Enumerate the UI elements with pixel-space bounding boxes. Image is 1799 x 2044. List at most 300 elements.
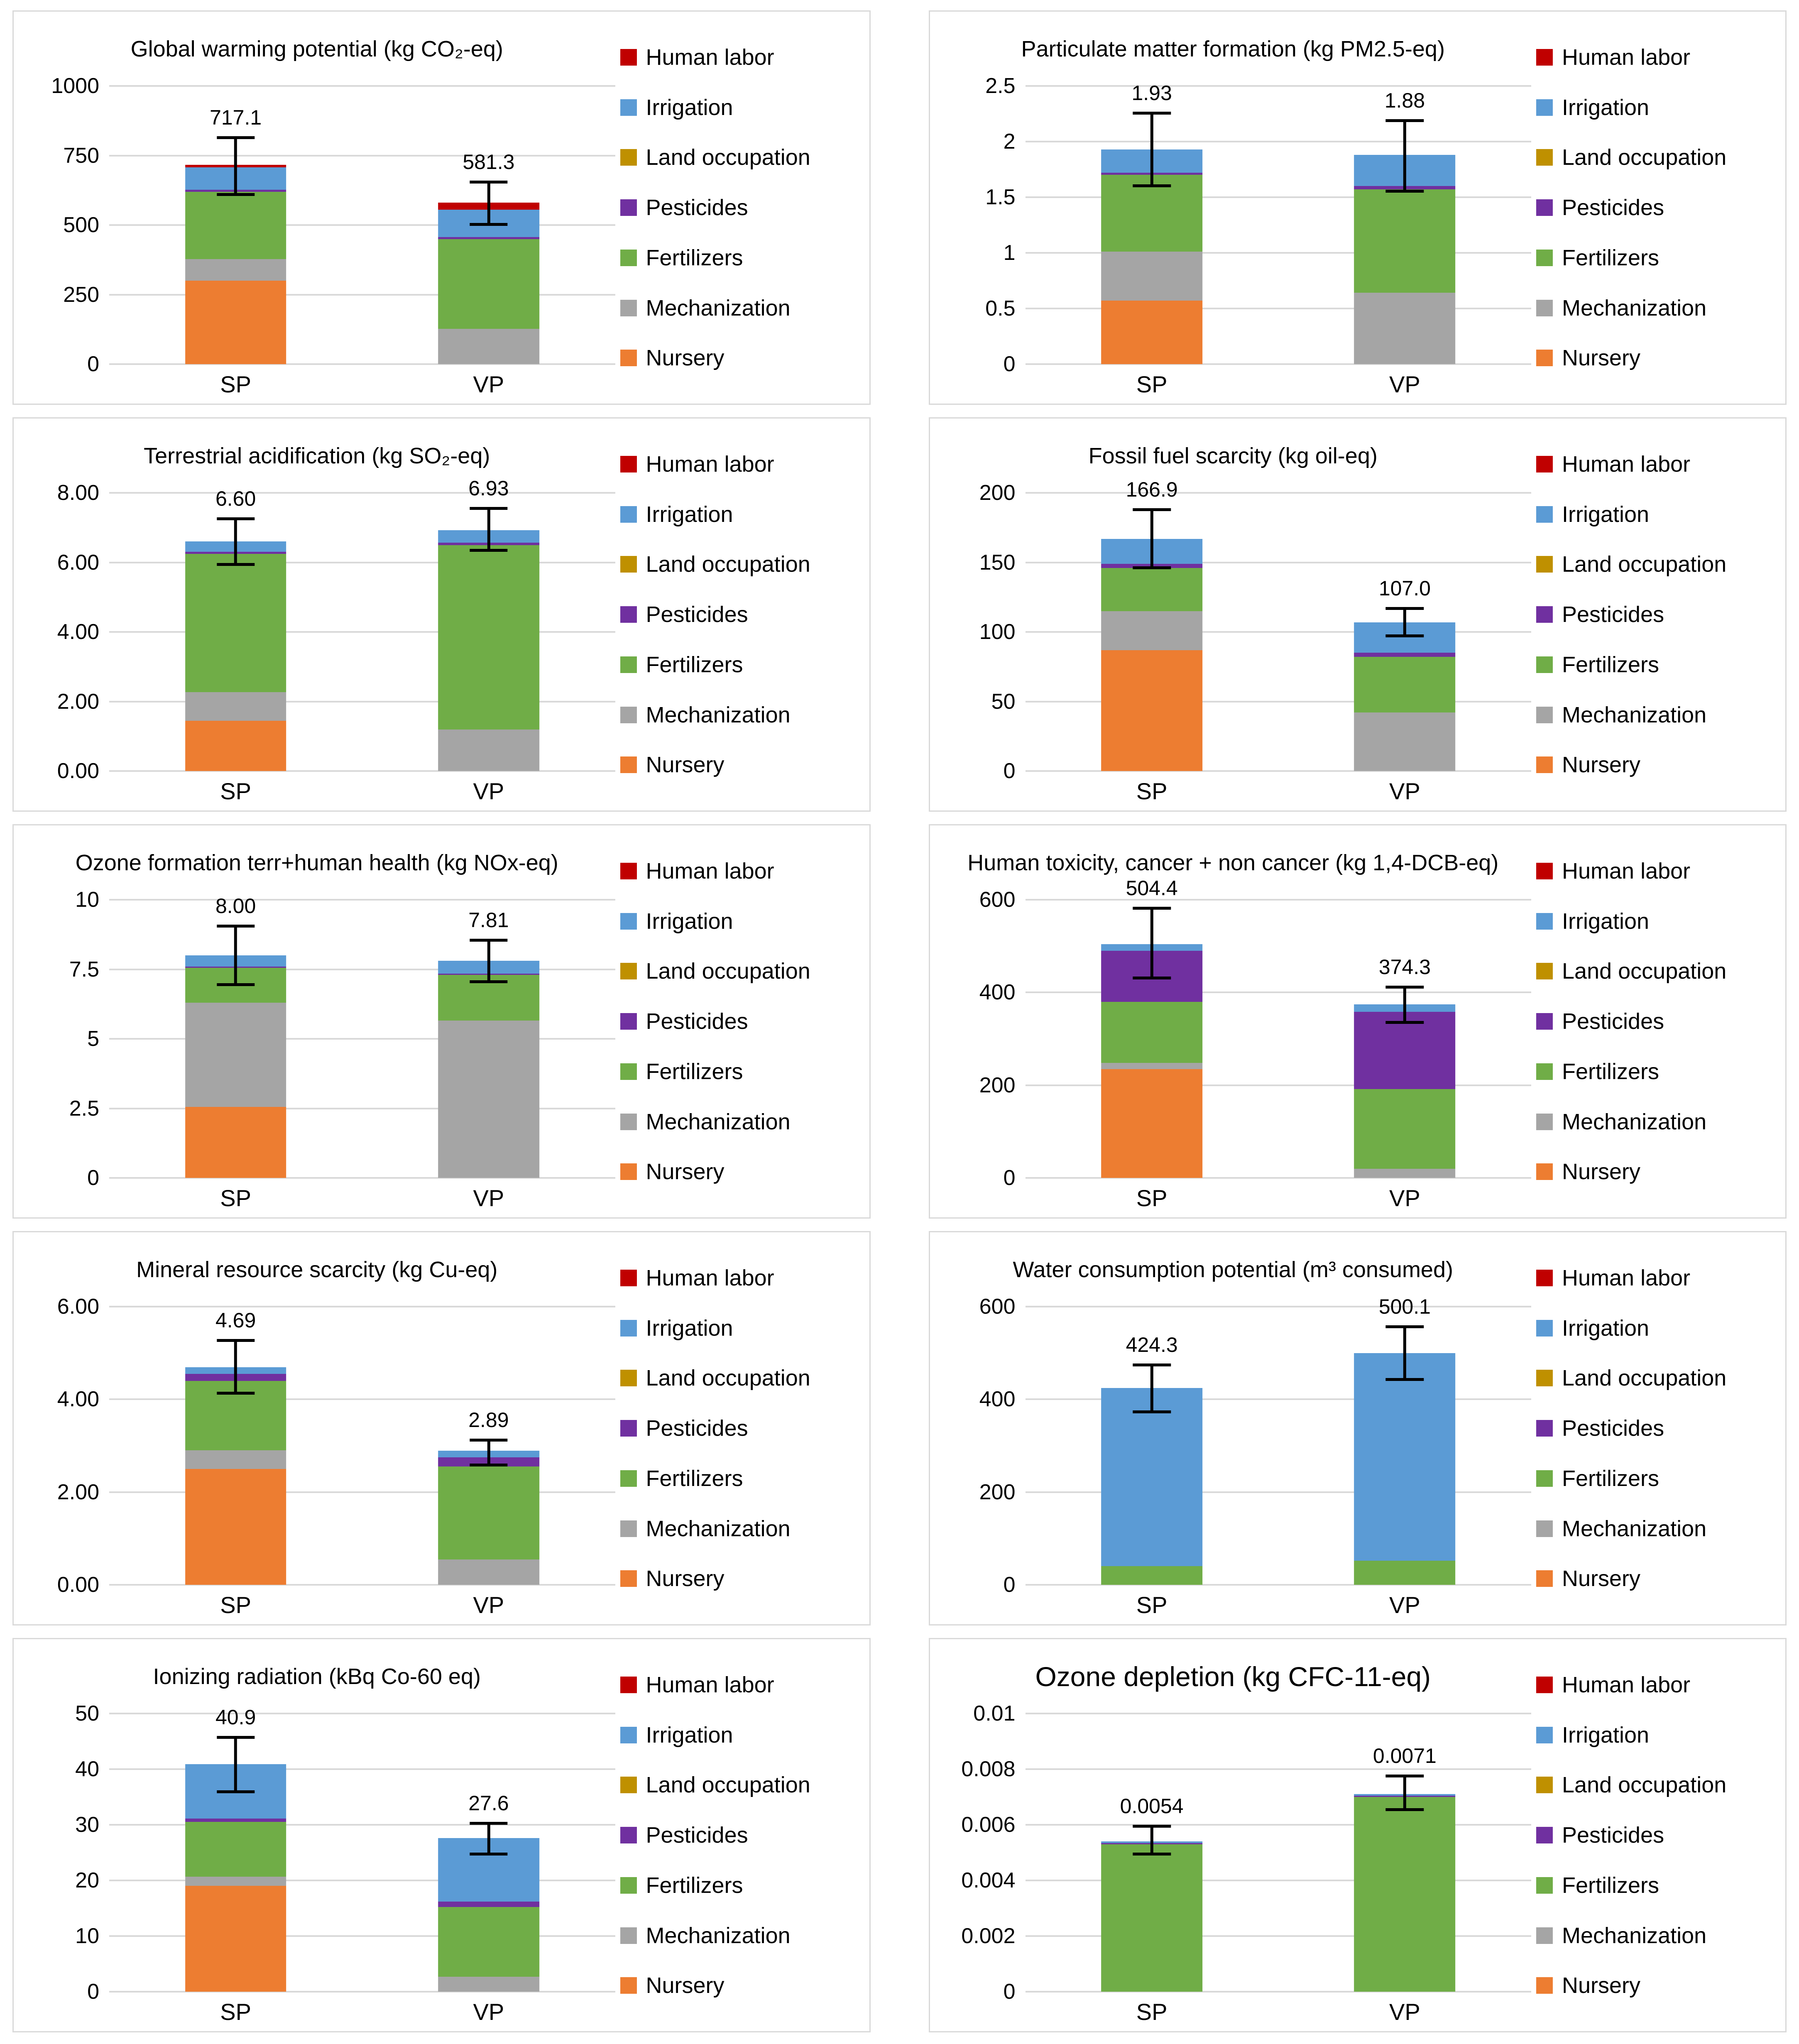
error-bar-cap-bottom [1133, 184, 1170, 187]
y-axis-tick-label: 8.00 [57, 481, 99, 505]
legend-swatch-pesticides [620, 1827, 637, 1843]
bar-total-label-sp: 8.00 [215, 894, 256, 918]
error-bar-sp [217, 136, 255, 196]
legend-item-nursery [1536, 752, 1785, 778]
error-bar-cap-bottom [217, 983, 255, 986]
legend-swatch-pesticides [620, 1420, 637, 1437]
legend [620, 12, 869, 404]
y-axis-tick-label: 100 [979, 620, 1016, 644]
bar-segment-mechanization-vp [438, 729, 539, 771]
legend-label: Mechanization [646, 1923, 791, 1948]
chart-title: Human toxicity, cancer + non cancer (kg 1,4-DCB-eq) [967, 850, 1499, 875]
bar-segment-pesticides-vp [1354, 653, 1456, 657]
legend-swatch-irrigation [1536, 1727, 1553, 1743]
y-axis [14, 74, 109, 376]
legend-label: Pesticides [646, 195, 748, 220]
legend-swatch-nursery [1536, 350, 1553, 366]
error-bar-cap-top [217, 1339, 255, 1342]
bar-segment-mechanization-sp [1101, 611, 1202, 650]
chart-title-area [930, 1639, 1537, 1714]
plot-row [14, 1701, 620, 2004]
gridline [109, 899, 615, 901]
legend-label: Irrigation [1562, 1722, 1650, 1748]
bar-segment-fertilizers-vp [1354, 1561, 1456, 1585]
legend-label: Land occupation [1562, 145, 1727, 170]
chart-main-area [930, 1639, 1537, 2031]
error-bar-cap-top [1133, 1363, 1170, 1366]
legend-swatch-nursery [1536, 1570, 1553, 1587]
chart-title: Terrestrial acidification (kg SO₂-eq) [144, 443, 490, 468]
error-bar-sp [217, 925, 255, 986]
gridline [1026, 1713, 1532, 1714]
chart-panel-terrestrial-acidification-kg-so-eq [12, 417, 871, 812]
chart-panel-fossil-fuel-scarcity-kg-oil-eq [929, 417, 1787, 812]
legend [1536, 1639, 1785, 2031]
legend-swatch-human-labor [1536, 456, 1553, 472]
y-axis-tick-label: 20 [75, 1868, 99, 1892]
chart-title: Fossil fuel scarcity (kg oil-eq) [1088, 443, 1378, 468]
chart-title-area [14, 12, 620, 86]
legend-swatch-irrigation [620, 99, 637, 116]
bar-segment-mechanization-sp [1101, 252, 1202, 301]
gridline [109, 85, 615, 87]
legend-label: Pesticides [646, 602, 748, 627]
legend-swatch-fertilizers [620, 656, 637, 673]
error-bar-line [1150, 1363, 1153, 1413]
legend-label: Irrigation [646, 1722, 733, 1748]
legend-swatch-pesticides [620, 199, 637, 216]
bar-segment-mechanization-vp [438, 1559, 539, 1585]
bar-total-label-sp: 504.4 [1126, 876, 1178, 900]
legend-label: Mechanization [1562, 1109, 1707, 1134]
y-axis-tick-label: 0.5 [985, 296, 1016, 321]
legend-label: Human labor [646, 1265, 774, 1290]
category-row [930, 364, 1537, 404]
legend-label: Mechanization [1562, 295, 1707, 321]
error-bar-line [1150, 1825, 1153, 1856]
legend-label: Human labor [646, 1672, 774, 1697]
x-category-label-sp: SP [1136, 1999, 1168, 2025]
legend-item-irrigation [620, 502, 869, 527]
error-bar-cap-bottom [1386, 1378, 1424, 1381]
bar-total-label-sp: 0.0054 [1120, 1794, 1184, 1818]
category-row [14, 364, 620, 404]
legend-item-pesticides [620, 195, 869, 220]
legend-label: Fertilizers [646, 1059, 743, 1084]
x-category-label-vp: VP [473, 371, 504, 397]
chart-main-area [14, 825, 620, 1217]
legend-label: Human labor [646, 44, 774, 70]
bar-segment-fertilizers-sp [185, 554, 286, 692]
y-axis-tick-label: 400 [979, 1387, 1016, 1412]
error-bar-line [234, 925, 237, 986]
plot-area [1026, 81, 1532, 364]
legend-item-pesticides [620, 1009, 869, 1034]
bar-total-label-sp: 166.9 [1126, 477, 1178, 501]
legend-item-nursery [620, 752, 869, 778]
bar-total-label-vp: 7.81 [468, 908, 509, 932]
bar-segment-mechanization-sp [1101, 1063, 1202, 1069]
y-axis-tick-label: 0 [87, 1980, 99, 2004]
chart-title-area [930, 1232, 1537, 1307]
legend-swatch-mechanization [1536, 1114, 1553, 1130]
legend-swatch-irrigation [620, 913, 637, 930]
legend-item-nursery [1536, 1566, 1785, 1591]
legend-swatch-mechanization [620, 1520, 637, 1537]
bar-total-label-vp: 107.0 [1378, 576, 1431, 600]
error-bar-cap-bottom [217, 193, 255, 196]
x-category-label-vp: VP [473, 1185, 504, 1211]
bar-segment-fertilizers-vp [1354, 657, 1456, 712]
bar-total-label-vp: 1.88 [1384, 89, 1425, 113]
bar-segment-fertilizers-sp [185, 192, 286, 259]
error-bar-cap-bottom [1386, 1808, 1424, 1811]
plot-row [14, 476, 620, 783]
category-box [1026, 1585, 1532, 1624]
legend-item-mechanization [620, 1109, 869, 1135]
y-axis-tick-label: 200 [979, 1480, 1016, 1504]
y-axis-tick-label: 5 [87, 1027, 99, 1051]
bar-segment-fertilizers-sp [185, 1822, 286, 1876]
legend-item-fertilizers [620, 1873, 869, 1898]
y-axis-tick-label: 1.5 [985, 185, 1016, 209]
legend-item-human-labor [1536, 858, 1785, 884]
y-axis-tick-label: 40 [75, 1757, 99, 1781]
x-category-label-sp: SP [1136, 778, 1168, 804]
y-axis-tick-label: 2.00 [57, 1480, 99, 1504]
legend-item-mechanization [1536, 295, 1785, 321]
bar-segment-fertilizers-vp [438, 239, 539, 329]
legend-label: Fertilizers [646, 652, 743, 677]
legend-label: Irrigation [646, 1315, 733, 1341]
y-axis [930, 481, 1026, 783]
category-box [109, 1178, 615, 1217]
chart-title: Water consumption potential (m³ consumed) [1013, 1257, 1453, 1282]
error-bar-cap-bottom [1386, 1021, 1424, 1024]
bar-segment-mechanization-sp [185, 1450, 286, 1469]
bar-total-label-vp: 0.0071 [1373, 1744, 1437, 1768]
bar-segment-irrigation-sp [1101, 1388, 1202, 1566]
x-category-label-sp: SP [1136, 1592, 1168, 1618]
legend-item-irrigation [1536, 1722, 1785, 1748]
error-bar-cap-bottom [470, 223, 507, 226]
error-bar-line [487, 181, 490, 226]
legend-swatch-nursery [620, 1570, 637, 1587]
category-box [1026, 1992, 1532, 2031]
legend-label: Human labor [1562, 451, 1691, 477]
legend-item-land-occupation [620, 1365, 869, 1391]
legend-label: Land occupation [646, 1772, 810, 1798]
error-bar-line [487, 507, 490, 552]
y-axis-tick-label: 0.004 [961, 1868, 1016, 1892]
legend-label: Irrigation [1562, 1315, 1650, 1341]
legend-item-land-occupation [620, 958, 869, 984]
legend-swatch-fertilizers [1536, 1063, 1553, 1080]
category-row [14, 771, 620, 810]
legend-label: Land occupation [646, 959, 810, 984]
error-bar-line [234, 1339, 237, 1395]
error-bar-vp [470, 181, 507, 226]
category-row [930, 1178, 1537, 1217]
legend-swatch-irrigation [620, 1320, 637, 1337]
chart-main-area [930, 419, 1537, 810]
chart-main-area [930, 12, 1537, 404]
error-bar-line [1403, 119, 1406, 193]
y-axis-tick-label: 0.006 [961, 1813, 1016, 1837]
bar-segment-fertilizers-vp [1354, 1797, 1456, 1992]
legend-item-pesticides [1536, 602, 1785, 627]
chart-title-area [14, 825, 620, 900]
plot-row [930, 876, 1537, 1190]
legend-label: Fertilizers [1562, 1466, 1659, 1491]
legend-label: Nursery [1562, 752, 1641, 778]
legend [620, 419, 869, 810]
gridline [109, 492, 615, 494]
bar-segment-nursery-sp [1101, 1069, 1202, 1178]
y-axis-tick-label: 30 [75, 1813, 99, 1837]
legend-item-land-occupation [1536, 144, 1785, 170]
error-bar-cap-bottom [1133, 977, 1170, 979]
bar-total-label-sp: 4.69 [215, 1309, 256, 1332]
x-category-label-vp: VP [473, 1592, 504, 1618]
plot-row [930, 477, 1537, 783]
legend-label: Fertilizers [646, 1466, 743, 1491]
legend-swatch-fertilizers [620, 1063, 637, 1080]
error-bar-cap-bottom [1386, 634, 1424, 637]
y-axis-tick-label: 50 [75, 1701, 99, 1726]
plot-area [1026, 876, 1532, 1178]
bar-segment-mechanization-vp [438, 329, 539, 364]
error-bar-line [487, 1822, 490, 1855]
legend-item-land-occupation [620, 551, 869, 577]
legend-item-land-occupation [1536, 1772, 1785, 1798]
y-axis-tick-label: 0 [1003, 759, 1016, 783]
legend-item-irrigation [1536, 1315, 1785, 1341]
error-bar-cap-bottom [470, 549, 507, 552]
error-bar-sp [217, 517, 255, 566]
legend-label: Nursery [646, 1973, 724, 1998]
bar-segment-mechanization-vp [1354, 293, 1456, 364]
bar-segment-nursery-sp [185, 1469, 286, 1585]
bar-segment-nursery-sp [185, 1886, 286, 1992]
legend [620, 1232, 869, 1624]
bar-total-label-sp: 6.60 [215, 487, 256, 510]
legend-item-fertilizers [620, 652, 869, 678]
chart-main-area [14, 12, 620, 404]
legend-item-pesticides [1536, 1009, 1785, 1034]
bar-segment-fertilizers-vp [1354, 1089, 1456, 1169]
y-axis-tick-label: 0 [87, 1166, 99, 1190]
legend-item-fertilizers [620, 1059, 869, 1084]
error-bar-sp [1133, 1363, 1170, 1413]
legend-item-land-occupation [620, 1772, 869, 1798]
bar-segment-nursery-sp [185, 281, 286, 364]
gridline [109, 1306, 615, 1307]
y-axis-tick-label: 400 [979, 980, 1016, 1005]
error-bar-vp [470, 1822, 507, 1855]
plot-area [109, 894, 615, 1178]
legend-swatch-land-occupation [1536, 149, 1553, 166]
legend-swatch-pesticides [1536, 1013, 1553, 1030]
error-bar-cap-top [217, 136, 255, 139]
error-bar-line [1403, 1775, 1406, 1811]
legend-label: Irrigation [1562, 95, 1650, 120]
plot-row [930, 1701, 1537, 2004]
error-bar-line [1403, 986, 1406, 1024]
category-box [1026, 771, 1532, 810]
error-bar-sp [217, 1736, 255, 1793]
legend-item-fertilizers [1536, 1873, 1785, 1898]
legend-label: Land occupation [646, 552, 810, 577]
legend-swatch-nursery [1536, 756, 1553, 773]
legend-label: Nursery [646, 1566, 724, 1591]
x-category-label-vp: VP [473, 1999, 504, 2025]
bar-segment-pesticides-vp [438, 1902, 539, 1907]
error-bar-vp [1386, 119, 1424, 193]
error-bar-cap-top [1133, 907, 1170, 910]
legend-item-nursery [620, 1973, 869, 1998]
y-axis-tick-label: 0 [1003, 1573, 1016, 1597]
error-bar-cap-top [1133, 112, 1170, 115]
y-axis-tick-label: 600 [979, 1295, 1016, 1319]
chart-title: Mineral resource scarcity (kg Cu-eq) [136, 1257, 498, 1282]
category-box [109, 1585, 615, 1624]
error-bar-line [1403, 607, 1406, 638]
y-axis-tick-label: 0.01 [973, 1701, 1016, 1726]
legend-label: Nursery [1562, 1973, 1641, 1998]
chart-panel-ozone-depletion-kg-cfc-11-eq [929, 1638, 1787, 2032]
error-bar-cap-bottom [470, 1464, 507, 1466]
y-axis-tick-label: 0 [87, 352, 99, 376]
bar-segment-fertilizers-vp [438, 1466, 539, 1559]
gridline [109, 1713, 615, 1714]
y-axis-tick-label: 0 [1003, 1980, 1016, 2004]
legend-label: Human labor [1562, 44, 1691, 70]
plot-area [109, 86, 615, 364]
bar-segment-fertilizers-sp [1101, 568, 1202, 611]
error-bar-cap-top [1133, 508, 1170, 511]
bar-total-label-vp: 374.3 [1378, 955, 1431, 979]
legend-label: Pesticides [1562, 1009, 1664, 1034]
y-axis-tick-label: 0 [1003, 352, 1016, 376]
y-axis-tick-label: 250 [63, 282, 99, 307]
legend-label: Mechanization [646, 295, 791, 321]
legend-item-nursery [1536, 345, 1785, 371]
chart-title-area [14, 1232, 620, 1307]
y-axis-tick-label: 2.5 [69, 1096, 99, 1121]
chart-main-area [930, 1232, 1537, 1624]
legend-swatch-human-labor [1536, 1677, 1553, 1693]
bar-segment-mechanization-sp [185, 692, 286, 721]
legend-item-irrigation [620, 1315, 869, 1341]
bar-segment-pesticides-vp [438, 237, 539, 239]
legend-item-land-occupation [1536, 958, 1785, 984]
y-axis-tick-label: 1000 [51, 74, 99, 98]
y-axis-tick-label: 4.00 [57, 620, 99, 644]
y-axis-tick-label: 50 [991, 689, 1016, 714]
legend-item-mechanization [620, 1923, 869, 1949]
legend-label: Mechanization [646, 1109, 791, 1134]
y-axis-tick-label: 0.008 [961, 1757, 1016, 1781]
error-bar-sp [1133, 112, 1170, 187]
bar-segment-fertilizers-sp [1101, 1002, 1202, 1063]
legend-label: Human labor [646, 451, 774, 477]
y-axis-tick-label: 4.00 [57, 1387, 99, 1412]
legend-label: Nursery [1562, 1159, 1641, 1185]
legend-label: Human labor [1562, 1672, 1691, 1697]
legend-item-pesticides [620, 1822, 869, 1848]
error-bar-line [1150, 508, 1153, 569]
y-axis-tick-label: 6.00 [57, 1295, 99, 1319]
legend-swatch-nursery [620, 1163, 637, 1180]
y-axis-tick-label: 200 [979, 481, 1016, 505]
bar-segment-fertilizers-sp [1101, 1844, 1202, 1992]
legend-item-human-labor [620, 1265, 869, 1291]
legend-label: Mechanization [1562, 1923, 1707, 1948]
bar-segment-mechanization-vp [1354, 1169, 1456, 1178]
x-category-label-sp: SP [220, 1592, 251, 1618]
y-axis-tick-label: 0.00 [57, 759, 99, 783]
legend-swatch-irrigation [1536, 506, 1553, 523]
legend-swatch-pesticides [620, 1013, 637, 1030]
legend-label: Fertilizers [1562, 245, 1659, 270]
plot-row [14, 74, 620, 376]
legend-label: Nursery [646, 1159, 724, 1185]
legend-item-mechanization [620, 702, 869, 728]
legend-item-fertilizers [1536, 1059, 1785, 1084]
legend-item-nursery [620, 1566, 869, 1591]
chart-main-area [930, 825, 1537, 1217]
error-bar-vp [470, 1439, 507, 1466]
error-bar-cap-top [470, 181, 507, 184]
legend-item-irrigation [1536, 95, 1785, 120]
category-row [930, 771, 1537, 810]
chart-panel-human-toxicity-cancer-non-cancer-kg-1-4-dcb-eq [929, 824, 1787, 1219]
y-axis-tick-label: 750 [63, 143, 99, 168]
legend-swatch-irrigation [1536, 913, 1553, 930]
bar-segment-mechanization-sp [185, 1877, 286, 1886]
legend-swatch-irrigation [620, 506, 637, 523]
bar-total-label-vp: 2.89 [468, 1408, 509, 1432]
chart-title: Ozone depletion (kg CFC-11-eq) [1035, 1661, 1431, 1692]
error-bar-cap-top [1386, 1775, 1424, 1777]
legend-swatch-human-labor [1536, 1270, 1553, 1286]
error-bar-line [1403, 1325, 1406, 1381]
plot-row [14, 1295, 620, 1597]
legend-swatch-land-occupation [1536, 963, 1553, 979]
legend-label: Land occupation [1562, 1772, 1727, 1798]
legend-swatch-mechanization [620, 300, 637, 316]
legend-label: Pesticides [1562, 602, 1664, 627]
legend-label: Fertilizers [1562, 652, 1659, 677]
legend-label: Pesticides [646, 1823, 748, 1848]
bar-segment-fertilizers-sp [1101, 1566, 1202, 1585]
chart-title: Ionizing radiation (kBq Co-60 eq) [153, 1664, 481, 1689]
legend-item-fertilizers [1536, 245, 1785, 271]
legend-swatch-nursery [620, 756, 637, 773]
legend-swatch-pesticides [1536, 1827, 1553, 1843]
category-box [109, 364, 615, 404]
legend-swatch-fertilizers [1536, 1470, 1553, 1487]
legend-item-human-labor [1536, 451, 1785, 477]
x-category-label-sp: SP [1136, 1185, 1168, 1211]
bar-total-label-sp: 40.9 [215, 1705, 256, 1729]
chart-panel-ozone-formation-terr-human-health-kg-nox-eq [12, 824, 871, 1219]
legend-label: Human labor [1562, 858, 1691, 884]
legend-item-human-labor [1536, 44, 1785, 70]
error-bar-cap-top [470, 507, 507, 510]
legend-item-land-occupation [1536, 551, 1785, 577]
